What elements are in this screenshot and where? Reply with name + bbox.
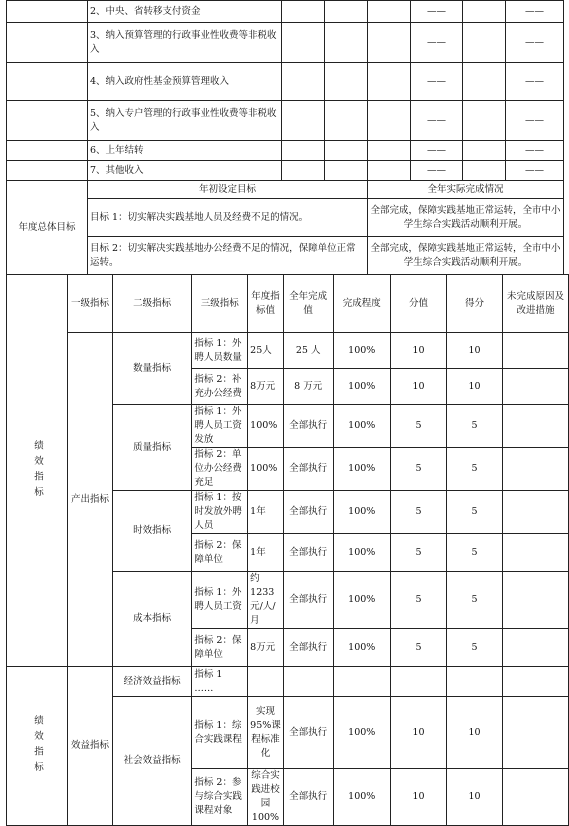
funding-row: 2、中央、省转移支付资金 —— —— [7,1,564,23]
perf-side-label-bottom: 绩效指标 [7,667,68,826]
hdr-score: 分值 [390,275,446,333]
table-row: 成本指标 指标 1：外聘人员工资 约1233元/人/月 全部执行 100% 5 5 [7,572,569,629]
hdr-reason: 未完成原因及改进措施 [503,275,569,333]
table-row: 时效指标 指标 1：按时发放外聘人员 1年 全部执行 100% 5 5 [7,491,569,534]
funding-row: 3、纳入预算管理的行政事业性收费等非税收入 —— —— [7,23,564,63]
funding-label: 7、其他收入 [88,161,282,181]
hdr-level3: 三级指标 [192,275,248,333]
perf-side-label: 绩效指标 [7,275,68,667]
hdr-completion: 完成程度 [333,275,390,333]
funding-and-goal-table [6,0,564,275]
goal-target: 目标 2：切实解决实践基地办公经费不足的情况，保障单位正常运转。 [88,237,368,275]
hdr-got: 得分 [447,275,503,333]
goal-actual: 全部完成，保障实践基地正常运转，全市中小学生综合实践活动顺利开展。 [368,237,564,275]
goal-initial-header: 年初设定目标 [88,181,368,199]
timeliness-label: 时效指标 [112,491,191,572]
funding-label: 6、上年结转 [88,141,282,161]
table-row: 指标 2：补充办公经费 8万元 8 万元 100% 10 10 [7,369,569,405]
table-row: 绩效指标 效益指标 经济效益指标 指标 1 …… [7,667,569,697]
funding-row: 5、纳入专户管理的行政事业性收费等非税收入 —— —— [7,101,564,141]
funding-label: 2、中央、省转移支付资金 [88,1,282,23]
hdr-level2: 二级指标 [112,275,191,333]
hdr-actual: 全年完成值 [283,275,333,333]
social-label: 社会效益指标 [112,697,191,826]
goal-target: 目标 1：切实解决实践基地人员及经费不足的情况。 [88,199,368,237]
benefit-label: 效益指标 [68,667,113,826]
table-row: 社会效益指标 指标 1：综合实践课程 实现95%课程标准化 全部执行 100% 10 10 [7,697,569,769]
funding-row: 6、上年结转 —— —— [7,141,564,161]
goal-row [7,199,564,237]
funding-row: 7、其他收入 —— —— [7,161,564,181]
funding-row: 4、纳入政府性基金预算管理收入 —— —— [7,63,564,101]
annual-goal-label: 年度总体目标 [7,181,88,275]
quality-label: 质量指标 [112,405,191,491]
funding-label: 5、纳入专户管理的行政事业性收费等非税收入 [88,101,282,141]
goal-header-row [7,181,564,199]
funding-label: 4、纳入政府性基金预算管理收入 [88,63,282,101]
perf-header-row [7,275,569,333]
quantity-label: 数量指标 [112,333,191,405]
goal-actual-header: 全年实际完成情况 [368,181,564,199]
table-row: 指标 2：参与综合实践课程对象 综合实践进校园100% 全部执行 100% 10 10 [7,769,569,826]
cost-label: 成本指标 [112,572,191,667]
goal-row [7,237,564,275]
table-row: 指标 2：保障单位 8万元 全部执行 100% 5 5 [7,629,569,667]
table-row: 指标 2：单位办公经费充足 100% 全部执行 100% 5 5 [7,448,569,491]
table-row: 产出指标 数量指标 指标 1：外聘人员数量 25人 25 人 100% 10 10 [7,333,569,369]
table-row: 质量指标 指标 1：外聘人员工资发放 100% 全部执行 100% 5 5 [7,405,569,448]
funding-label: 3、纳入预算管理的行政事业性收费等非税收入 [88,23,282,63]
hdr-level1: 一级指标 [68,275,113,333]
output-label: 产出指标 [68,333,113,667]
table-row: 指标 2：保障单位 1年 全部执行 100% 5 5 [7,534,569,572]
hdr-annual: 年度指标值 [248,275,284,333]
goal-actual: 全部完成，保障实践基地正常运转，全市中小学生综合实践活动顺利开展。 [368,199,564,237]
economic-label: 经济效益指标 [112,667,191,697]
performance-table [6,274,569,826]
